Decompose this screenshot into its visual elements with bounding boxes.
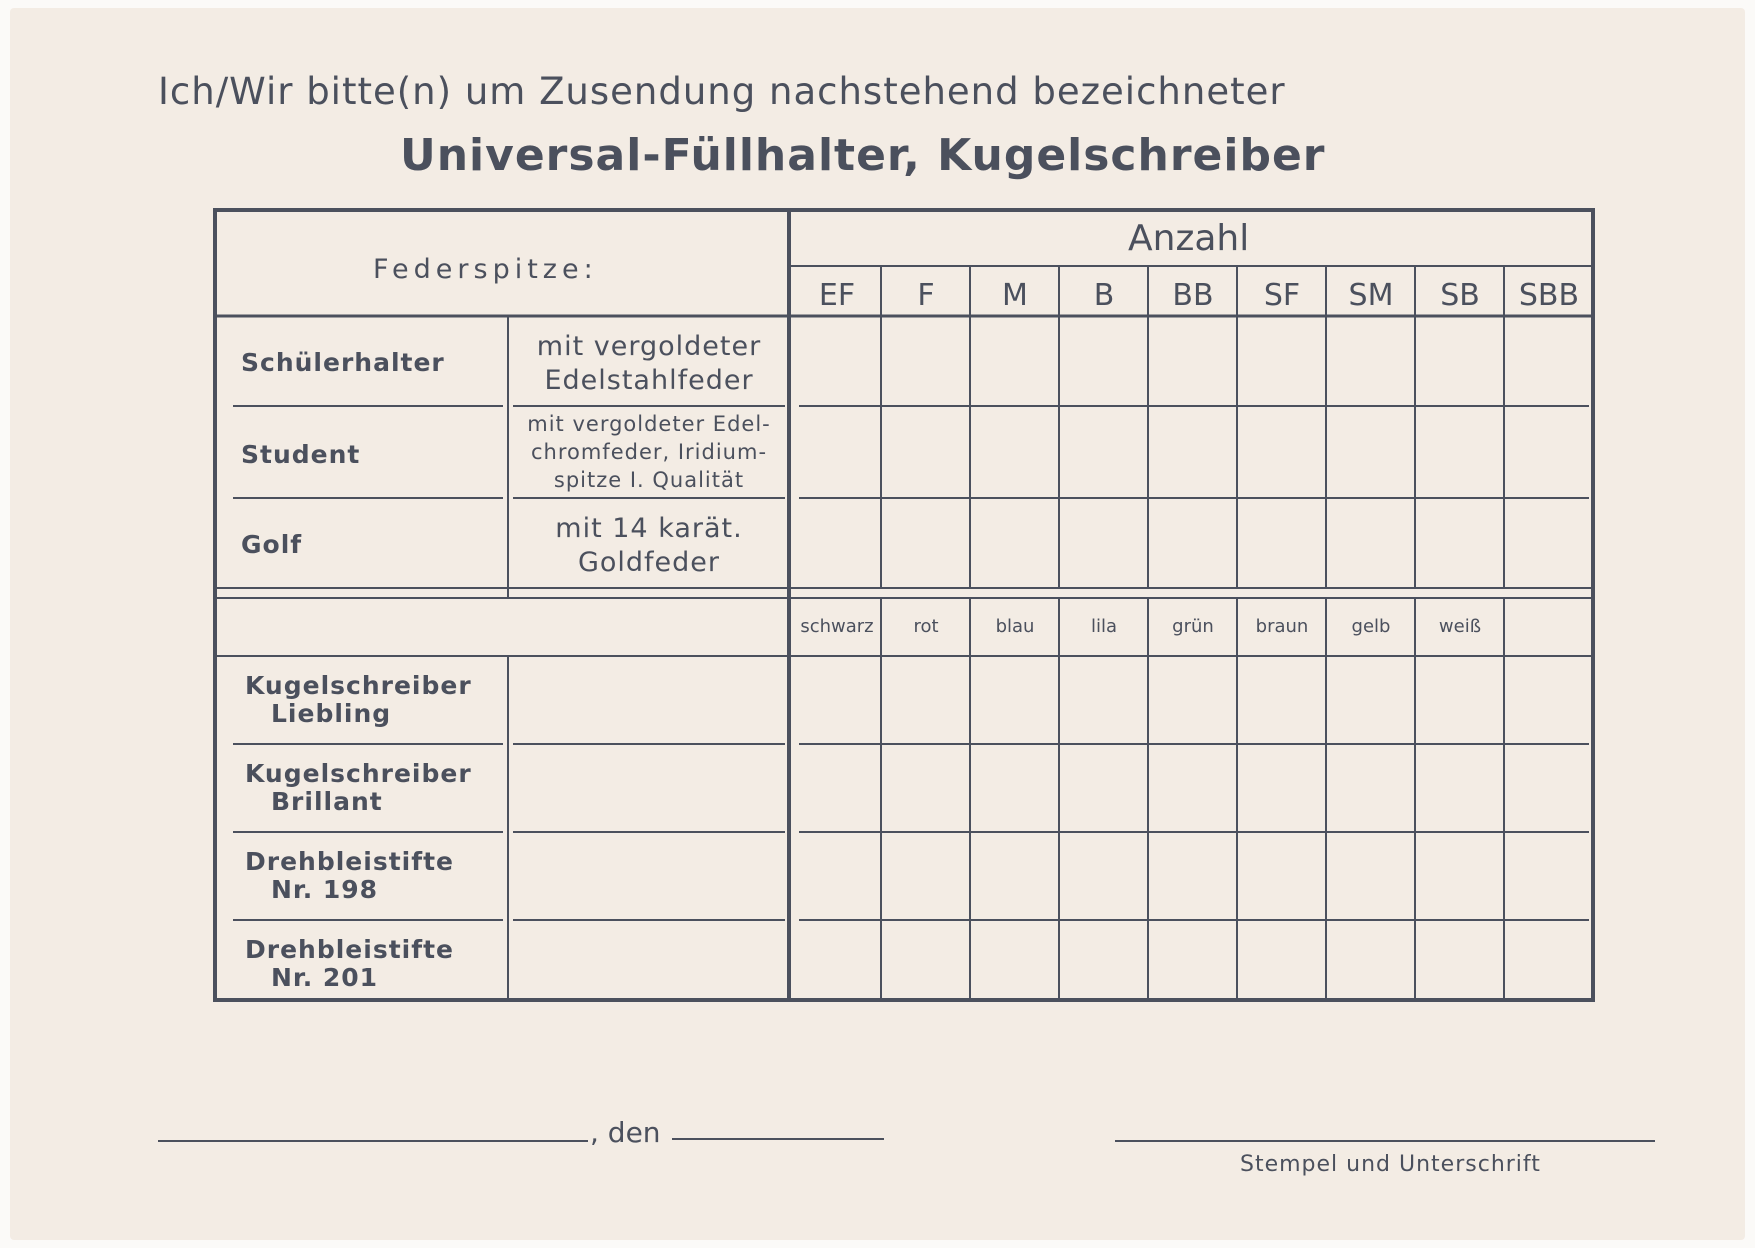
count-label: Anzahl	[1128, 218, 1250, 259]
color-col-lila: lila	[1090, 616, 1118, 637]
pen-desc-line: chromfeder, Iridium-	[530, 440, 768, 464]
pen-desc-schuelerhalter	[513, 330, 785, 398]
color-col-gelb: gelb	[1351, 616, 1391, 637]
product-line: Kugelschreiber	[245, 671, 472, 700]
pen-desc-student	[513, 410, 785, 494]
place-line[interactable]	[158, 1140, 588, 1142]
pen-desc-line: Goldfeder	[577, 547, 721, 578]
order-table	[213, 206, 1596, 1006]
nib-col-bb: BB	[1172, 278, 1214, 313]
product-line: Liebling	[271, 699, 392, 728]
pen-name-schuelerhalter: Schülerhalter	[241, 348, 445, 377]
nib-col-sf: SF	[1263, 278, 1301, 313]
corner-label: Federspitze:	[373, 254, 598, 285]
den-label: , den	[590, 1116, 661, 1149]
product-line: Drehbleistifte	[245, 935, 455, 964]
intro-text: Ich/Wir bitte(n) um Zusendung nachstehend bezeichneter	[158, 70, 1286, 113]
color-col-rot: rot	[913, 616, 939, 637]
pen-name-golf: Golf	[241, 530, 303, 559]
pen-name-student: Student	[241, 440, 361, 469]
pen-desc-golf	[513, 512, 785, 580]
color-col-weiss: weiß	[1438, 616, 1482, 637]
pen-desc-line: spitze I. Qualität	[553, 468, 745, 492]
form-title: Universal-Füllhalter, Kugelschreiber	[400, 130, 1326, 181]
pen-desc-line: mit vergoldeter Edel-	[527, 412, 771, 436]
signature-label: Stempel und Unterschrift	[1240, 1152, 1541, 1177]
product-line: Brillant	[271, 787, 383, 816]
pen-desc-line: Edelstahlfeder	[544, 365, 754, 396]
product-kugelschreiber-liebling	[245, 672, 472, 728]
product-line: Nr. 198	[271, 875, 379, 904]
nib-col-m: M	[1002, 278, 1028, 313]
nib-col-f: F	[917, 278, 935, 313]
product-drehbleistifte-198	[245, 848, 454, 904]
nib-col-sm: SM	[1348, 278, 1394, 313]
product-line: Nr. 201	[271, 963, 379, 992]
signature-line[interactable]	[1115, 1140, 1655, 1142]
color-col-schwarz: schwarz	[800, 616, 874, 637]
product-kugelschreiber-brillant	[245, 760, 472, 816]
nib-col-ef: EF	[818, 278, 856, 313]
product-line: Drehbleistifte	[245, 847, 455, 876]
date-line[interactable]	[672, 1138, 884, 1140]
pen-desc-line: mit 14 karät.	[555, 513, 743, 544]
color-col-blau: blau	[995, 616, 1035, 637]
nib-col-sbb: SBB	[1518, 278, 1580, 313]
pen-desc-line: mit vergoldeter	[536, 331, 762, 362]
nib-col-sb: SB	[1440, 278, 1480, 313]
color-col-braun: braun	[1255, 616, 1309, 637]
product-line: Kugelschreiber	[245, 759, 472, 788]
color-col-gruen: grün	[1172, 616, 1214, 637]
order-form-card	[10, 8, 1745, 1240]
nib-col-b: B	[1093, 278, 1115, 313]
product-drehbleistifte-201	[245, 936, 454, 992]
